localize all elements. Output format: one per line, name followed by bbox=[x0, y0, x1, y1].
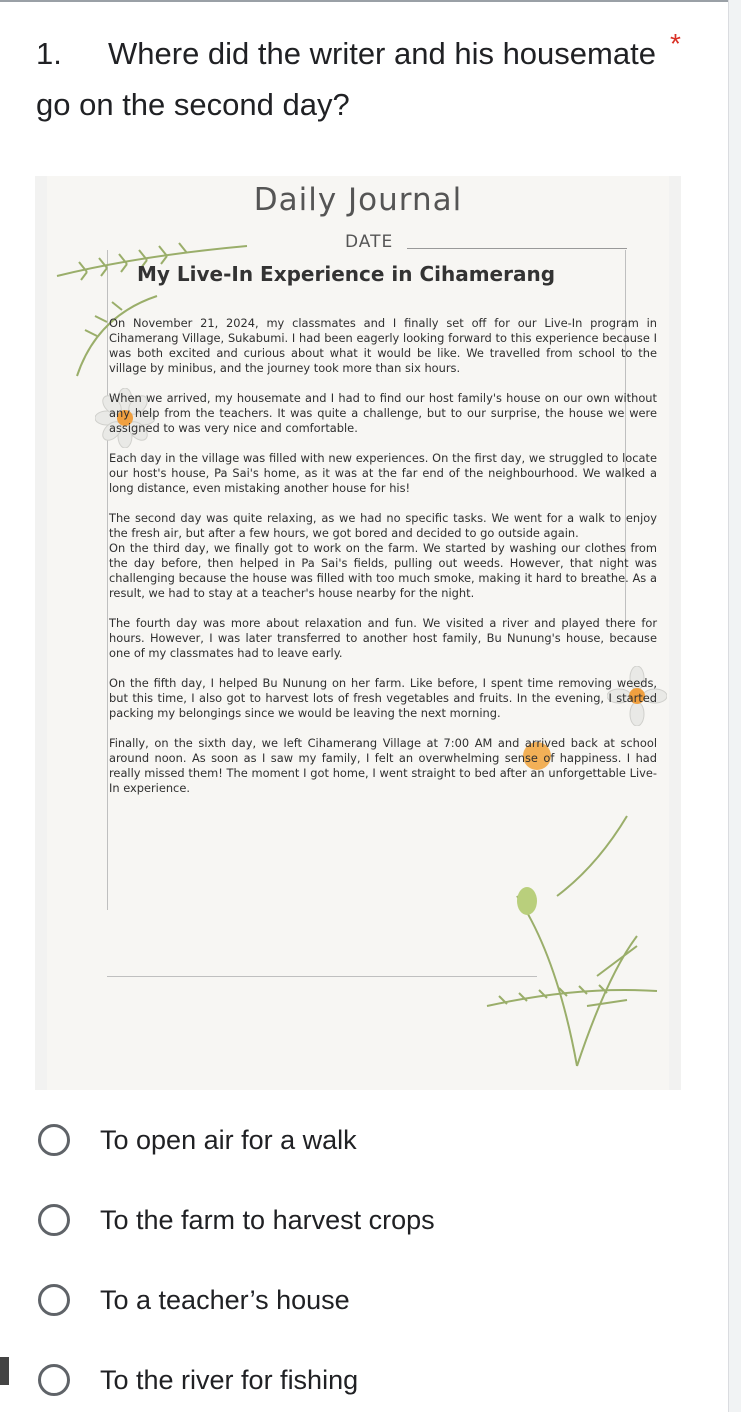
radio-button[interactable] bbox=[38, 1284, 70, 1316]
frame-bottom-line bbox=[107, 976, 537, 977]
question-title bbox=[36, 28, 686, 130]
radio-button[interactable] bbox=[38, 1124, 70, 1156]
scrollbar[interactable] bbox=[728, 0, 741, 1412]
journal-paragraph: Finally, on the sixth day, we left Cihamerang Village at 7:00 AM and arrived back at school around noon. As soon as I saw my family, I felt an overwhelming sense of happiness. I had really missed them! The moment I got home, I went straight to bed after an unforgettable Live-In experience. bbox=[109, 736, 657, 795]
journal-paragraph: Each day in the village was filled with new experiences. On the first day, we struggled to locate our host's house, Pa Sai's home, as it was at the far end of the neighbourhood. We walked a long distance, even mistaking another house for his! bbox=[109, 451, 657, 495]
required-asterisk: * bbox=[670, 28, 681, 59]
journal-title: Daily Journal bbox=[253, 182, 463, 218]
question-number: 1. bbox=[36, 36, 62, 71]
radio-button[interactable] bbox=[38, 1364, 70, 1396]
option-farm[interactable] bbox=[36, 1190, 676, 1250]
journal-paragraph: The fourth day was more about relaxation and fun. We visited a river and played there for hours. However, I was later transferred to another host family, Bu Nunung's house, because one of my classmates had to leave early. bbox=[109, 616, 657, 660]
option-label[interactable]: To the river for fishing bbox=[100, 1364, 359, 1395]
stem-bottom-right-icon bbox=[477, 776, 667, 1076]
question-image bbox=[35, 176, 681, 1090]
option-label[interactable]: To open air for a walk bbox=[100, 1124, 357, 1155]
question-text: Where did the writer and his housemate go on the second day? bbox=[36, 36, 656, 122]
journal-paragraph: On November 21, 2024, my classmates and I finally set off for our Live-In program in Cihamerang Village, Sukabumi. I had been eagerly looking forward to this experience because I was both excited and curious about what it would be like. We travelled from school to the village by minibus, and the journey took more than six hours. bbox=[109, 316, 657, 375]
journal-text bbox=[109, 316, 657, 811]
option-teacher-house[interactable] bbox=[36, 1270, 676, 1330]
option-river[interactable] bbox=[36, 1350, 676, 1410]
option-label[interactable]: To the farm to harvest crops bbox=[100, 1204, 435, 1235]
journal-date-label: DATE bbox=[345, 232, 394, 252]
journal-paragraph: When we arrived, my housemate and I had to find our host family's house on our own without any help from the teachers. It was quite a challenge, but to our surprise, the house we were assigned to was very nice and comfortable. bbox=[109, 391, 657, 435]
option-open-air[interactable] bbox=[36, 1110, 676, 1170]
journal-paragraph: On the fifth day, I helped Bu Nunung on her farm. Like before, I spent time removing weeds, but this time, I also got to harvest lots of fresh vegetables and fruits. In the evening, I started packing my belongings since we would be leaving the next morning. bbox=[109, 676, 657, 720]
journal-paragraph: The second day was quite relaxing, as we had no specific tasks. We went for a walk to enjoy the fresh air, but after a few hours, we got bored and decided to go outside again. bbox=[109, 511, 657, 540]
option-label[interactable]: To a teacher’s house bbox=[100, 1284, 350, 1315]
top-divider bbox=[0, 0, 741, 2]
journal-paragraph: On the third day, we finally got to work on the farm. We started by washing our clothes from the day before, then helped in Pa Sai's fields, pulling out weeds. However, that night was challenging because the house was filled with too much smoke, making it hard to breathe. As a result, we had to stay at a teacher's house nearby for the night. bbox=[109, 541, 657, 600]
journal-page bbox=[47, 176, 669, 1090]
journal-heading: My Live-In Experience in Cihamerang bbox=[137, 262, 556, 286]
side-marker bbox=[0, 1357, 9, 1385]
radio-button[interactable] bbox=[38, 1204, 70, 1236]
date-underline bbox=[407, 248, 627, 249]
